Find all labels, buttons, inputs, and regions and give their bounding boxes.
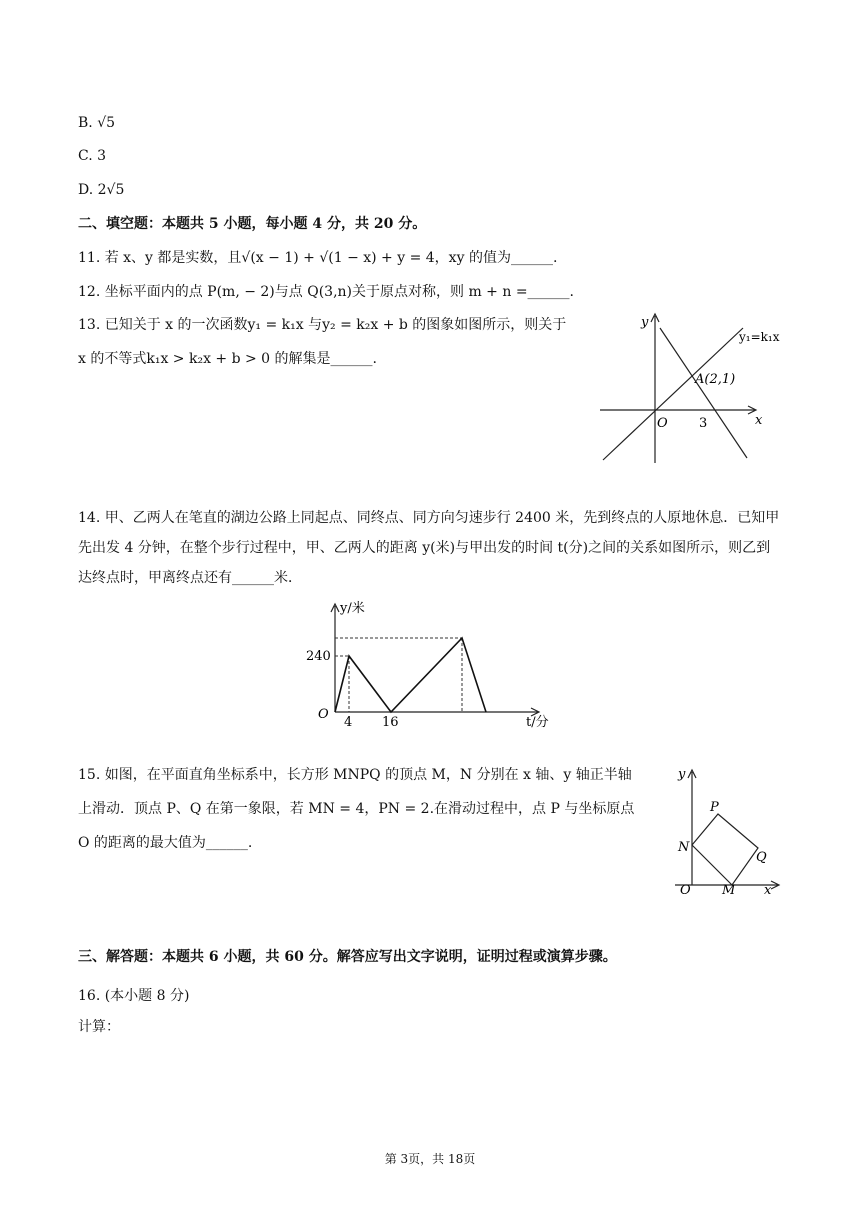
question-16-prompt: 计算： xyxy=(78,1019,120,1035)
question-12: 12. 坐标平面内的点 P(m, − 2)与点 Q(3,n)关于原点对称，则 m + n =______. xyxy=(78,284,575,300)
q13-point-a-label: A(2,1) xyxy=(695,372,736,387)
section3-heading: 三、解答题：本题共 6 小题，共 60 分。解答应写出文字说明，证明过程或演算步骤。 xyxy=(78,949,617,965)
q13-tick-3: 3 xyxy=(699,416,708,431)
option-d: D. 2√5 xyxy=(78,182,125,198)
q13-y-label: y xyxy=(641,315,649,330)
q15-p-label: P xyxy=(710,800,719,815)
q15-q-label: Q xyxy=(756,850,767,865)
q15-n-label: N xyxy=(678,840,690,855)
q15-y-label: y xyxy=(678,767,686,782)
q14-origin-label: O xyxy=(318,707,329,722)
question-15-line1: 15. 如图，在平面直角坐标系中，长方形 MNPQ 的顶点 M，N 分别在 x 轴、y 轴正半轴 xyxy=(78,767,632,783)
q14-x-label: t/分 xyxy=(526,715,549,730)
q14-x-tick-16: 16 xyxy=(382,715,399,730)
page-footer: 第 3页，共 18页 xyxy=(384,1152,476,1166)
q14-y-label: y/米 xyxy=(340,601,365,616)
q15-m-label: M xyxy=(722,883,736,898)
q13-line-label: y₁=k₁x xyxy=(739,330,780,344)
q15-origin-label: O xyxy=(680,883,691,898)
question-15-line3: O 的距离的最大值为______. xyxy=(78,835,253,851)
q13-origin-label: O xyxy=(657,416,668,431)
q13-line-y2 xyxy=(660,328,747,458)
question-16-title: 16. (本小题 8 分) xyxy=(78,988,190,1004)
q14-x-tick-4: 4 xyxy=(344,715,353,730)
q14-figure xyxy=(300,596,560,731)
question-13-line1: 13. 已知关于 x 的一次函数y₁ = k₁x 与y₂ = k₂x + b 的图象如图所示，则关于 xyxy=(78,317,567,333)
q13-x-label: x xyxy=(755,413,763,428)
question-13-line2: x 的不等式k₁x > k₂x + b > 0 的解集是______. xyxy=(78,351,377,367)
q15-figure xyxy=(670,762,800,907)
question-14: 14. 甲、乙两人在笔直的湖边公路上同起点、同终点、同方向匀速步行 2400 米，先到终点的人原地休息．已知甲先出发 4 分钟，在整个步行过程中，甲、乙两人的距离 y(米)与甲出发的时间 t(分)之间的关系如图所示，则乙到达终点时，甲离终点还有______米． xyxy=(78,510,780,586)
section2-heading: 二、填空题：本题共 5 小题，每小题 4 分，共 20 分。 xyxy=(78,216,427,232)
q13-figure xyxy=(595,308,795,468)
question-15-line2: 上滑动．顶点 P、Q 在第一象限，若 MN = 4，PN = 2.在滑动过程中，点 P 与坐标原点 xyxy=(78,801,635,817)
option-c: C. 3 xyxy=(78,148,107,164)
q14-distance-curve xyxy=(335,638,486,712)
q15-rectangle-mnpq xyxy=(692,814,758,885)
option-b: B. √5 xyxy=(78,115,116,131)
q15-x-label: x xyxy=(764,883,772,898)
q14-y-tick-240: 240 xyxy=(306,649,331,664)
question-11: 11. 若 x、y 都是实数，且√(x − 1) + √(1 − x) + y = 4，xy 的值为______. xyxy=(78,250,558,266)
